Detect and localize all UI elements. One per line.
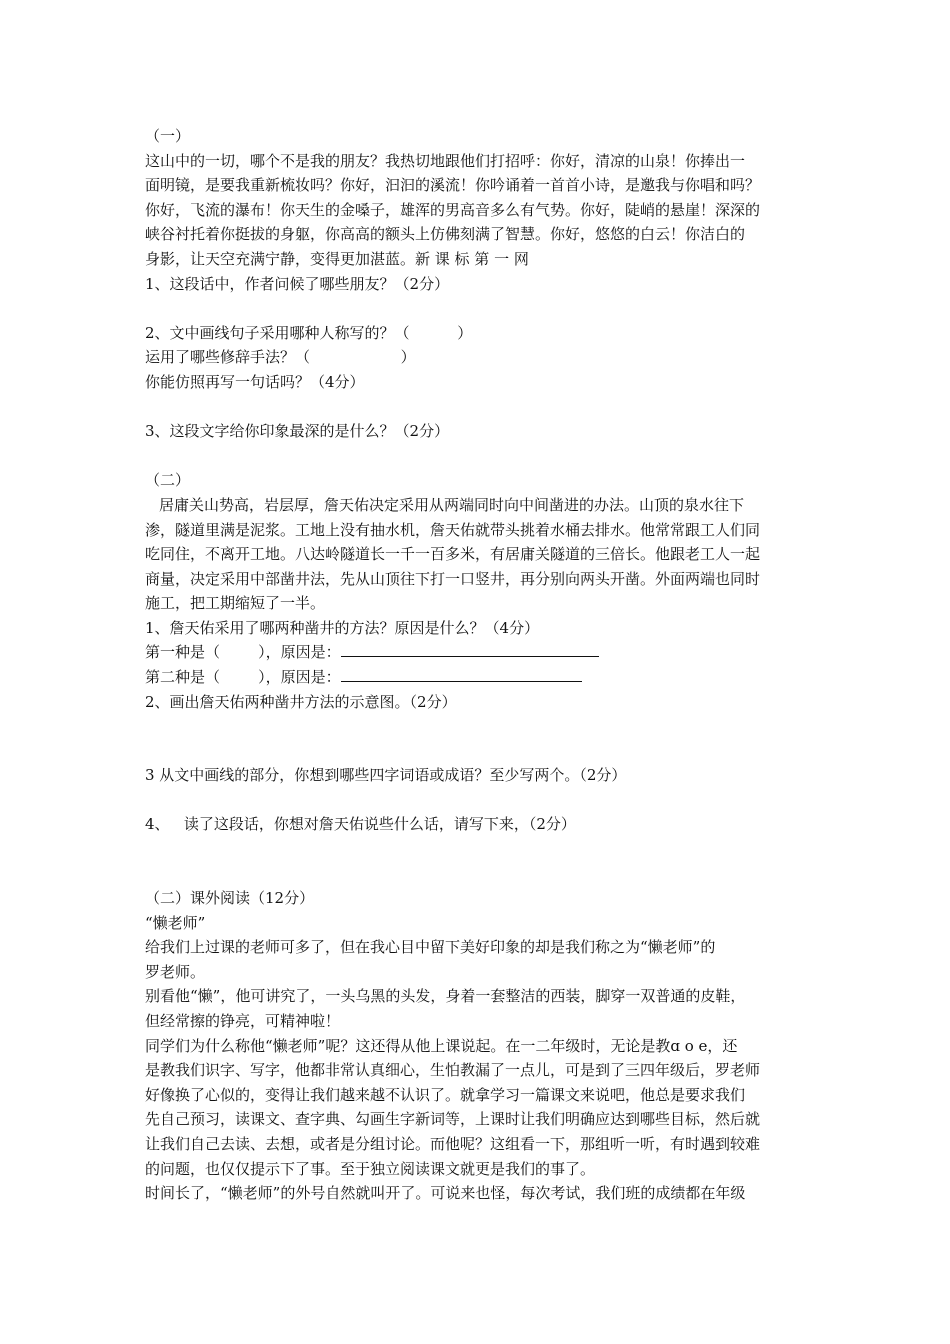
method-2-label: 第二种是（ ），原因是： xyxy=(145,668,341,687)
paragraph-line: 是教我们识字、写字，他都非常认真细心，生怕教漏了一点儿，可是到了三四年级后，罗老师 xyxy=(145,1061,761,1080)
paragraph-line: 但经常擦的铮亮，可精神啦！ xyxy=(145,1012,341,1030)
paragraph-line: 罗老师。 xyxy=(145,962,206,981)
article-paragraph-1 xyxy=(145,935,815,984)
section-2-question-3: 3 从文中画线的部分，你想到哪些四字词语或成语？至少写两个。（2分） xyxy=(145,766,627,785)
article-paragraph-2 xyxy=(145,984,815,1033)
method-2-row xyxy=(145,665,815,690)
paragraph-line: 吃同住，不离开工地。八达岭隧道长一千一百多米，有居庸关隧道的三倍长。他跟老工人一起 xyxy=(145,545,761,564)
answer-space xyxy=(145,444,815,469)
paragraph-line: 施工，把工期缩短了一半。 xyxy=(145,594,326,613)
section-2-question-4: 4、 读了这段话，你想对詹天佑说些什么话，请写下来，（2分） xyxy=(145,815,576,834)
section-1-question-1: 1、这段话中，作者问候了哪些朋友？（2分） xyxy=(145,274,450,293)
paragraph-line: 你好，飞流的瀑布！你天生的金嗓子，雄浑的男高音多么有气势。你好，陡峭的悬崖！深深的 xyxy=(145,200,761,219)
paragraph-line: 时间长了，“懒老师”的外号自然就叫开了。可说来也怪，每次考试，我们班的成绩都在年级 xyxy=(145,1184,746,1203)
paragraph-line: 让我们自己去读、去想，或者是分组讨论。而他呢？这组看一下，那组听一听，有时遇到较难 xyxy=(145,1134,761,1153)
answer-blank[interactable] xyxy=(341,665,582,682)
paragraph-line: 给我们上过课的老师可多了，但在我心目中留下美好印象的却是我们称之为“懒老师”的 xyxy=(145,938,716,957)
section-3-heading: （二）课外阅读（12分） xyxy=(145,889,315,908)
section-1-question-2b: 运用了哪些修辞手法？（ ） xyxy=(145,348,416,367)
paragraph-line: 身影，让天空充满宁静，变得更加湛蓝。新 课 标 第 一 网 xyxy=(145,249,529,268)
section-1-paragraph xyxy=(145,149,815,272)
method-1-row xyxy=(145,640,815,665)
section-1-question-2a: 2、文中画线句子采用哪种人称写的？（ ） xyxy=(145,323,473,342)
article-paragraph-3 xyxy=(145,1034,815,1182)
section-2-question-2: 2、画出詹天佑两种凿井方法的示意图。（2分） xyxy=(145,692,457,711)
paragraph-line: 好像换了心似的，变得让我们越来越不认识了。就拿学习一篇课文来说吧，他总是要求我们 xyxy=(145,1085,746,1104)
article-paragraph-4 xyxy=(145,1181,815,1206)
paragraph-line: 面明镜，是要我重新梳妆吗？你好，汩汩的溪流！你吟诵着一首首小诗，是邀我与你唱和吗？ xyxy=(145,176,761,195)
paragraph-line: 商量，决定采用中部凿井法，先从山顶往下打一口竖井，再分别向两头开凿。外面两端也同时 xyxy=(145,569,761,588)
section-2-question-1: 1、詹天佑采用了哪两种凿井的方法？原因是什么？（4分） xyxy=(145,618,540,637)
section-1-heading: （一） xyxy=(145,127,191,145)
paragraph-line: 别看他“懒”，他可讲究了，一头乌黑的头发，身着一套整洁的西装，脚穿一双普通的皮鞋， xyxy=(145,987,746,1006)
section-2-heading: （二） xyxy=(145,471,191,490)
document-content xyxy=(145,124,815,1206)
paragraph-line: 渗，隧道里满是泥浆。工地上没有抽水机，詹天佑就带头挑着水桶去排水。他常常跟工人们同 xyxy=(145,520,761,539)
paragraph-line: 的问题，也仅仅提示下了事。至于独立阅读课文就更是我们的事了。 xyxy=(145,1159,596,1178)
paragraph-line: 峡谷衬托着你挺拔的身躯，你高高的额头上仿佛刻满了智慧。你好，悠悠的白云！你洁白的 xyxy=(145,225,746,244)
answer-space xyxy=(145,395,815,420)
paragraph-line: 这山中的一切，哪个不是我的朋友？我热切地跟他们打招呼：你好，清凉的山泉！你捧出一 xyxy=(145,151,746,170)
answer-space xyxy=(145,837,815,886)
section-2-paragraph xyxy=(145,493,815,616)
section-1-question-3: 3、这段文字给你印象最深的是什么？（2分） xyxy=(145,422,450,441)
answer-space xyxy=(145,296,815,321)
method-1-label: 第一种是（ ），原因是： xyxy=(145,643,341,662)
paragraph-line: 先自己预习，读课文、查字典、勾画生字新词等，上课时让我们明确应达到哪些目标，然后就 xyxy=(145,1110,761,1129)
article-title: “懒老师” xyxy=(145,913,206,932)
answer-space xyxy=(145,788,815,813)
paragraph-line: 居庸关山势高，岩层厚，詹天佑决定采用从两端同时向中间凿进的办法。山顶的泉水往下 xyxy=(159,495,745,514)
paragraph-line: 同学们为什么称他“懒老师”呢？这还得从他上课说起。在一二年级时，无论是教ɑ o e，还 xyxy=(145,1036,738,1055)
drawing-space xyxy=(145,714,815,763)
answer-blank[interactable] xyxy=(341,640,599,657)
section-1-question-2c: 你能仿照再写一句话吗？（4分） xyxy=(145,372,365,391)
